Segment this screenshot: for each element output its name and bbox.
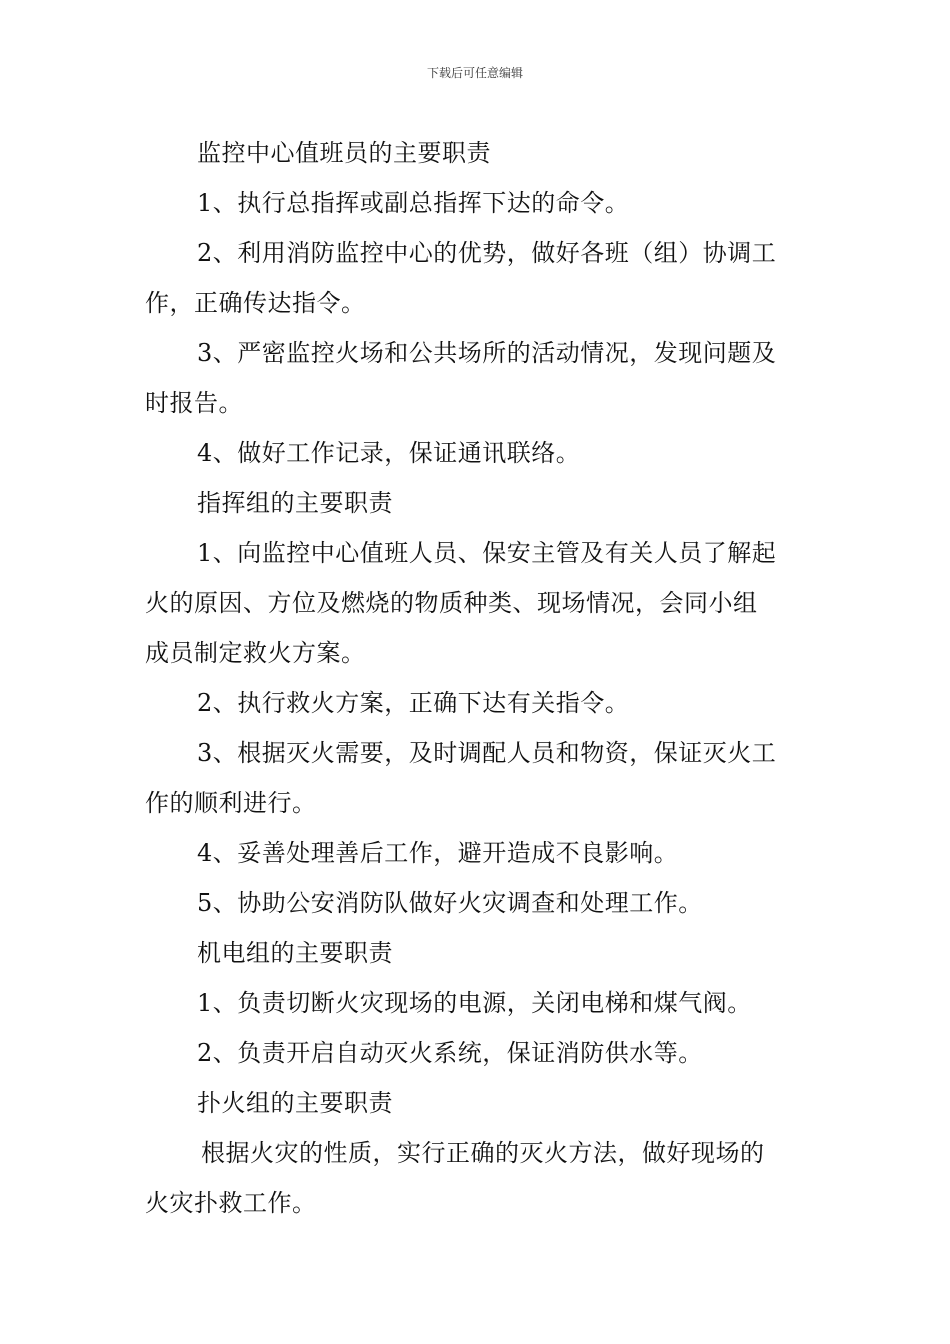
paragraph-line: 时报告。 xyxy=(145,389,243,417)
section-heading: 监控中心值班员的主要职责 xyxy=(197,139,491,167)
paragraph-line: 1、执行总指挥或副总指挥下达的命令。 xyxy=(197,189,630,217)
paragraph-line: 根据火灾的性质，实行正确的灭火方法，做好现场的 xyxy=(201,1139,765,1167)
paragraph-line: 3、根据灭火需要，及时调配人员和物资，保证灭火工 xyxy=(197,739,777,767)
paragraph-line: 作的顺利进行。 xyxy=(145,789,317,817)
section-heading: 机电组的主要职责 xyxy=(197,939,393,967)
paragraph-line: 1、负责切断火灾现场的电源，关闭电梯和煤气阀。 xyxy=(197,989,752,1017)
paragraph-line: 1、向监控中心值班人员、保安主管及有关人员了解起 xyxy=(197,539,777,567)
paragraph-line: 2、负责开启自动灭火系统，保证消防供水等。 xyxy=(197,1039,703,1067)
paragraph-line: 成员制定救火方案。 xyxy=(145,639,366,667)
section-heading: 指挥组的主要职责 xyxy=(197,489,393,517)
paragraph-line: 火灾扑救工作。 xyxy=(145,1189,317,1217)
paragraph-line: 2、执行救火方案，正确下达有关指令。 xyxy=(197,689,630,717)
paragraph-line: 作，正确传达指令。 xyxy=(145,289,366,317)
paragraph-line: 5、协助公安消防队做好火灾调查和处理工作。 xyxy=(197,889,703,917)
paragraph-line: 火的原因、方位及燃烧的物质种类、现场情况，会同小组 xyxy=(145,589,758,617)
paragraph-line: 2、利用消防监控中心的优势，做好各班（组）协调工 xyxy=(197,239,777,267)
paragraph-line: 3、严密监控火场和公共场所的活动情况，发现问题及 xyxy=(197,339,777,367)
section-heading: 扑火组的主要职责 xyxy=(197,1089,393,1117)
document-body xyxy=(145,128,810,1228)
paragraph-line: 4、做好工作记录，保证通讯联络。 xyxy=(197,439,581,467)
page-header-note: 下载后可任意编辑 xyxy=(426,66,523,80)
paragraph-line: 4、妥善处理善后工作，避开造成不良影响。 xyxy=(197,839,679,867)
